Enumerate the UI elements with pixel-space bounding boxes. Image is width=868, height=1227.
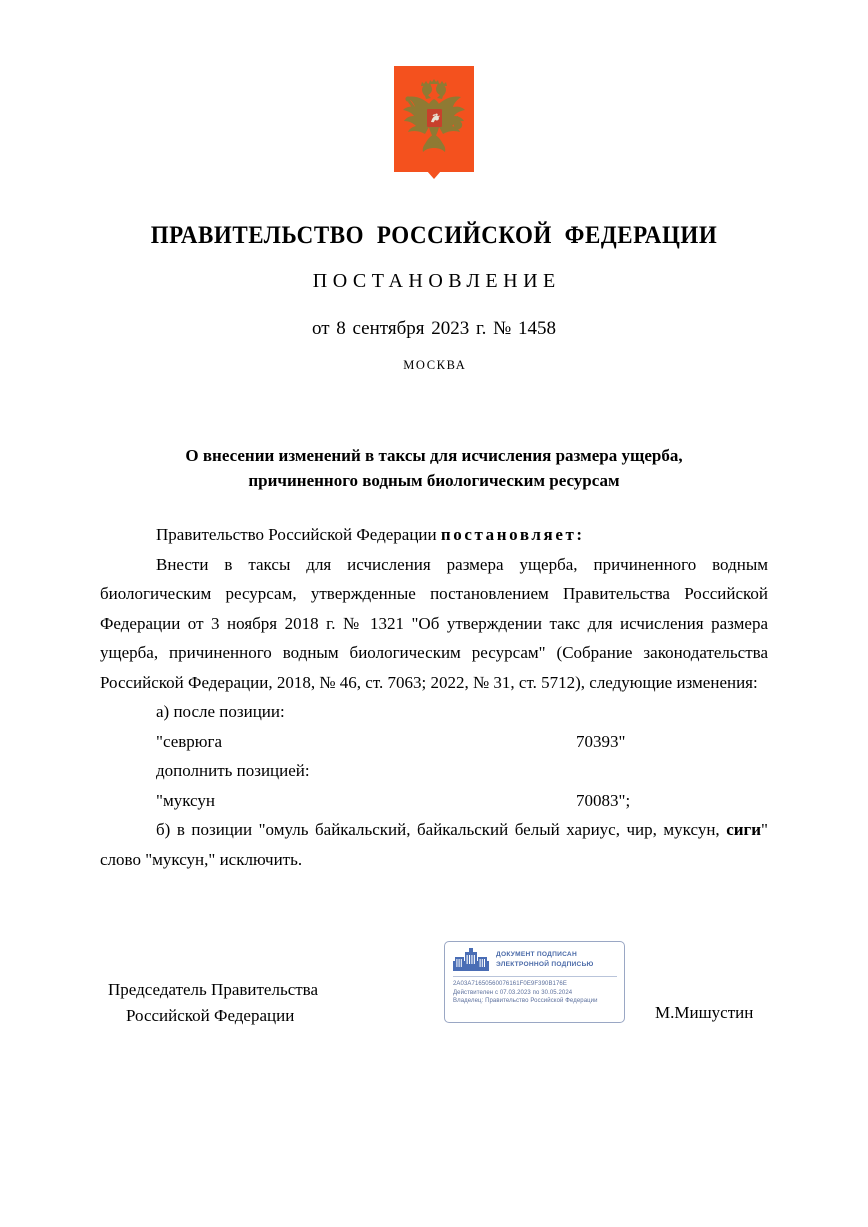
emblem-container bbox=[0, 66, 868, 172]
page-title-line-2: причиненного водным биологическим ресурсам bbox=[248, 471, 620, 490]
main-paragraph: Внести в таксы для исчисления размера ущерба, причиненного водным биологическим ресурсам, утвержденные постановлением Правительства Российской Федерации от 3 ноября 2018 г. № 1321 "Об утверждении такс для исчисления размера ущерба, причиненного водным биологическим ресурсам" (Собрание законодательства Российской Федерации, 2018, № 46, ст. 7063; 2022, № 31, ст. 5712), следующие изменения: bbox=[100, 554, 768, 692]
digital-signature-stamp bbox=[444, 941, 625, 1023]
signatory-position-line-2: Российской Федерации bbox=[126, 1006, 295, 1025]
preamble-resolves-word: постановляет: bbox=[440, 525, 585, 544]
item-a-intro: а) после позиции: bbox=[156, 702, 285, 721]
coat-of-arms-russian-federation-icon bbox=[394, 66, 474, 172]
stamp-heading-line-1: ДОКУМЕНТ ПОДПИСАН bbox=[496, 951, 577, 958]
position-existing-label: "севрюга bbox=[156, 731, 222, 751]
document-date-number: от 8 сентября 2023 г. № 1458 bbox=[311, 318, 557, 339]
stamp-owner: Владелец: Правительство Российской Федерации bbox=[453, 998, 598, 1005]
preamble-text: Правительство Российской Федерации bbox=[156, 525, 441, 544]
signatory-position-line-1: Председатель Правительства bbox=[108, 980, 319, 999]
position-existing-value: 70393" bbox=[576, 731, 626, 751]
preamble-paragraph bbox=[100, 520, 768, 550]
organization-title: ПРАВИТЕЛЬСТВО РОССИЙСКОЙ ФЕДЕРАЦИИ bbox=[150, 222, 718, 249]
stamp-heading-line-2: ЭЛЕКТРОННОЙ ПОДПИСЬЮ bbox=[496, 960, 594, 968]
position-new-label: "муксун bbox=[156, 790, 215, 810]
position-new-row bbox=[100, 786, 768, 816]
stamp-divider bbox=[453, 976, 617, 977]
signatory-position bbox=[108, 977, 318, 1029]
supplement-intro: дополнить позицией: bbox=[156, 761, 310, 780]
government-building-icon bbox=[453, 948, 489, 972]
stamp-certificate-details bbox=[453, 980, 617, 1006]
page-title bbox=[100, 443, 768, 493]
document-type-heading: ПОСТАНОВЛЕНИЕ bbox=[312, 270, 561, 292]
position-new-value: 70083"; bbox=[576, 790, 631, 810]
item-b-prefix: б) в позиции "омуль байкальский, байкальский белый хариус, чир, муксун, bbox=[156, 820, 727, 839]
stamp-heading-text bbox=[496, 948, 594, 969]
stamp-validity: Действителен с 07.03.2023 по 30.05.2024 bbox=[453, 989, 573, 996]
item-b-emphasis: сиги bbox=[726, 820, 762, 839]
position-existing-row bbox=[100, 727, 768, 757]
document-body bbox=[100, 520, 768, 874]
signatory-name: М.Мишустин bbox=[655, 1003, 754, 1022]
document-city: МОСКВА bbox=[403, 358, 467, 372]
stamp-header bbox=[453, 948, 617, 972]
page-title-line-1: О внесении изменений в таксы для исчисления размера ущерба, bbox=[185, 446, 683, 465]
item-b-suffix: " слово "муксун," исключить. bbox=[100, 820, 768, 869]
item-b-paragraph bbox=[100, 815, 768, 874]
stamp-certificate-id: 2A03A71650560076161F0E9F390B176E bbox=[453, 981, 567, 987]
